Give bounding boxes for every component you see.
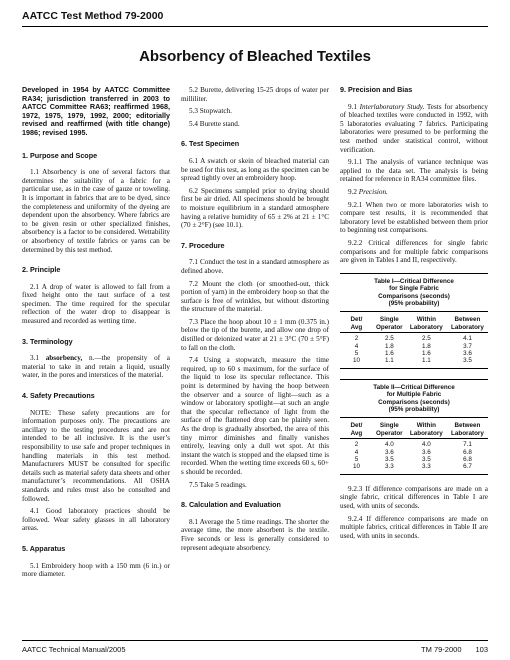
column-header: Within Laboratory (409, 422, 443, 437)
table-cell: 1.6 (384, 349, 394, 357)
table-cell: 6.8 (463, 448, 472, 456)
table-row (340, 350, 488, 357)
table-cell: 3.5 (463, 357, 472, 365)
table-cell: 5 (354, 349, 359, 357)
table-title-line: Table II—Critical Difference (373, 383, 455, 391)
column-header: Det/ Avg (350, 422, 363, 437)
para-number: 9.1 (348, 102, 357, 111)
table-title-line: Comparisons (seconds) (378, 398, 450, 406)
table-cell: 4.1 (463, 335, 472, 343)
table-cell: 6.7 (463, 463, 472, 471)
italic-subhead: Interlaboratory Study. (359, 102, 425, 111)
italic-subhead: Precision. (358, 187, 388, 196)
table-cell: 7.1 (463, 441, 472, 449)
table-cell: 10 (352, 357, 360, 365)
para-number: 9.2 (348, 187, 357, 196)
table-1-title (340, 274, 488, 312)
header-rule (22, 26, 488, 27)
footer-rule (22, 640, 488, 641)
section-heading-7: 7. Procedure (181, 240, 225, 250)
table-1-header (340, 312, 488, 333)
paragraph-9-2-3: 9.2.3 If difference comparisons are made on a single fabric, critical differences in Table I are used, with units of seconds. (340, 484, 488, 510)
column-header: Det/ Avg (350, 316, 363, 331)
paragraph-5-2: 5.2 Burette, delivering 15-25 drops of water per milliliter. (181, 86, 329, 103)
table-row (340, 357, 488, 364)
paragraph-7-2: 7.2 Mount the cloth (or smoothed-out, thick portion of yarn) in the embroidery hoop so that the surface is free of wrinkles, but without distorting the structure of the material. (181, 279, 329, 314)
table-2 (340, 379, 488, 475)
development-note: Developed in 1954 by AATCC Committee RA34; jurisdiction transferred in 2003 to AATCC Committee RA63; reaffirmed 1968, 1972, 1975, 1979, 1992, 2000; editorially revised and reaffirmed (with title change) 1986; revised 1995. (22, 85, 170, 137)
table-cell: 3.3 (384, 463, 394, 471)
table-cell: 3.7 (463, 342, 472, 350)
table-2-body (340, 439, 488, 474)
table-cell: 2 (354, 335, 359, 343)
table-row (340, 463, 488, 470)
paragraph-7-1: 7.1 Conduct the test in a standard atmosphere as defined above. (181, 258, 329, 275)
paragraph-5-3: 5.3 Stopwatch. (189, 107, 232, 116)
column-header: Single Operator (376, 316, 403, 331)
column-header: Between Laboratory (451, 422, 484, 437)
table-cell: 5 (354, 456, 359, 463)
column-header: Single Operator (376, 422, 403, 437)
table-row (340, 456, 488, 463)
paragraph-7-5: 7.5 Take 5 readings. (189, 480, 247, 489)
paragraph-6-2: 6.2 Specimens sampled prior to drying should first be air dried. All specimens should be brought to moisture equilibrium in a standard atmosphere having a relative humidity of 65 ± 2% at 21 ± 1°C (70 ± 2°F) (see 10.1). (181, 186, 329, 230)
table-cell: 2 (354, 441, 359, 449)
table-2-header (340, 418, 488, 439)
column-header: Between Laboratory (451, 316, 484, 331)
paragraph-9-2 (340, 188, 488, 197)
footer-manual: AATCC Technical Manual/2005 (22, 645, 126, 654)
paragraph-9-2-2: 9.2.2 Critical differences for single fabric comparisons and for multiple fabric comparisons are given in Tables I and II, respectively. (340, 238, 488, 265)
table-2-title (340, 380, 488, 418)
paragraph-5-4: 5.4 Burette stand. (189, 119, 240, 128)
section-heading-1: 1. Purpose and Scope (22, 150, 98, 160)
safety-note: NOTE: These safety precautions are for information purposes only. The precautions are ancillary to the testing procedures and are not intended to be all inclusive. It is the user’s responsibility to use safe and proper techniques in handling materials in this test method. Manufacturers MUST be consulted for specific details such as material safety data sheets and other manufacturer’s recommendations. All OSHA standards and rules must also be consulted and followed. (22, 408, 170, 503)
paragraph-9-1-1: 9.1.1 The analysis of variance technique was applied to the data set. The analysis is being retained for reference in RA34 committee files. (340, 158, 488, 184)
table-cell: 1.8 (421, 342, 431, 350)
section-heading-3: 3. Terminology (22, 336, 73, 346)
paragraph-3-1 (22, 354, 170, 380)
table-cell: 3.3 (421, 463, 431, 471)
paragraph-1-1: 1.1 Absorbency is one of several factors that determines the suitability of a fabric for a particular use, as in the case of gauze or toweling. It is important in fabrics that are to be dyed, since the completeness and uniformity of the dyeing are dependent upon the absorbency. Where fabrics are to be given resin or other specialized finishes, absorbency is a factor to be considered. Wettability or absorbency of textile fabrics or yarns can be determined by this test method. (22, 168, 170, 254)
table-cell: 6.8 (463, 456, 472, 463)
column-2 (181, 86, 329, 556)
table-rule (340, 368, 488, 369)
table-cell: 2.5 (421, 335, 431, 343)
table-row (340, 441, 488, 448)
column-1 (22, 86, 170, 583)
term-definition: n.—the propensity of a material to take in and retain a liquid, usually water, in the pores and interstices of the material. (22, 354, 170, 380)
table-1-body (340, 333, 488, 368)
table-rule (340, 474, 488, 475)
table-cell: 2.5 (384, 335, 394, 343)
table-cell: 3.5 (421, 456, 431, 463)
table-title-line: Table I—Critical Difference (374, 277, 454, 285)
running-header: AATCC Test Method 79-2000 (22, 10, 164, 22)
page-number: 103 (475, 645, 488, 654)
paragraph-9-2-1: 9.2.1 When two or more laboratories wish to compare test results, it is recommended that laboratory level be established between them prior to beginning test comparisons. (340, 200, 488, 235)
table-cell: 3.5 (384, 456, 394, 463)
section-heading-4: 4. Safety Precautions (22, 391, 95, 401)
table-cell: 3.6 (384, 448, 394, 456)
table-cell: 4.0 (421, 441, 431, 449)
page-title: Absorbency of Bleached Textiles (139, 48, 371, 65)
table-cell: 10 (352, 463, 360, 471)
paragraph-6-1: 6.1 A swatch or skein of bleached material can be used for this test, as long as the specimen can be spread tightly over an embroidery hoop. (181, 156, 329, 183)
paragraph-7-4: 7.4 Using a stopwatch, measure the time required, up to 60 s maximum, for the surface of the liquid to lose its specular reflectance. This point is determined by having the hoop between the observer and a source of light—such as a window or laboratory spotlight—at such an angle that the specular reflectance of light from the surface of the flattened drop can be plainly seen. As the drop is gradually absorbed, the area of this tiny mirror diminishes and finally vanishes entirely, leaving only a dull wet spot. At this instant the watch is stopped and the elapsed time is recorded. When the wetting time exceeds 60 s, 60+ s should be recorded. (181, 356, 329, 476)
paragraph-2-1: 2.1 A drop of water is allowed to fall from a fixed height onto the taut surface of a test specimen. The time required for the specular reflection of the water drop to disappear is measured and recorded as wetting time. (22, 282, 170, 326)
paragraph-4-1: 4.1 Good laboratory practices should be followed. Wear safety glasses in all laboratory areas. (22, 507, 170, 533)
table-title-line: for Single Fabric (389, 285, 439, 293)
paragraph-5-1: 5.1 Embroidery hoop with a 150 mm (6 in.) or more diameter. (22, 561, 170, 579)
defined-term: absorbency, (45, 354, 83, 363)
paragraph-8-1: 8.1 Average the 5 time readings. The shorter the average time, the more absorbent is the textile. Five seconds or less is generally considered to represent adequate absorbency. (181, 517, 329, 552)
footer-right (407, 645, 488, 654)
table-cell: 1.1 (384, 357, 394, 365)
table-cell: 4 (354, 448, 359, 456)
para-text: Tests for absorbency of bleached textiles were conducted in 1992, with 5 laboratories evaluating 7 fabrics. Participating laboratories were presumed to be performing the test method under statistical control, without verification. (340, 102, 489, 154)
table-cell: 4 (354, 342, 359, 350)
paragraph-9-1 (340, 103, 488, 155)
footer-test-method: TM 79-2000 (421, 645, 462, 654)
section-heading-5: 5. Apparatus (22, 543, 66, 553)
table-title-line: Comparisons (seconds) (378, 292, 450, 300)
table-row (340, 449, 488, 456)
table-row (340, 343, 488, 350)
section-heading-8: 8. Calculation and Evaluation (181, 500, 281, 510)
section-heading-2: 2. Principle (22, 265, 61, 275)
table-cell: 1.8 (384, 342, 394, 350)
para-number: 3.1 (30, 354, 39, 363)
section-heading-6: 6. Test Specimen (181, 139, 240, 149)
paragraph-7-3: 7.3 Place the hoop about 10 ± 1 mm (0.375 in.) below the tip of the burette, and allow one drop of distilled or deionized water at 21 ± 3°C (70 ± 5°F) to fall on the cloth. (181, 317, 329, 352)
table-title-line: (95% probability) (388, 299, 440, 307)
table-cell: 3.6 (421, 448, 431, 456)
table-cell: 1.1 (421, 357, 431, 365)
table-cell: 3.6 (463, 349, 472, 357)
table-title-line: (95% probability) (388, 405, 440, 413)
column-3 (340, 86, 488, 544)
column-header: Within Laboratory (409, 316, 443, 331)
table-1 (340, 273, 488, 369)
table-cell: 4.0 (384, 441, 394, 449)
table-row (340, 335, 488, 342)
paragraph-9-2-4: 9.2.4 If difference comparisons are made on multiple fabrics, critical differences in Table II are used, with units in seconds. (340, 514, 488, 540)
table-title-line: for Multiple Fabric (386, 391, 442, 399)
section-heading-9: 9. Precision and Bias (340, 85, 413, 94)
table-cell: 1.6 (421, 349, 431, 357)
